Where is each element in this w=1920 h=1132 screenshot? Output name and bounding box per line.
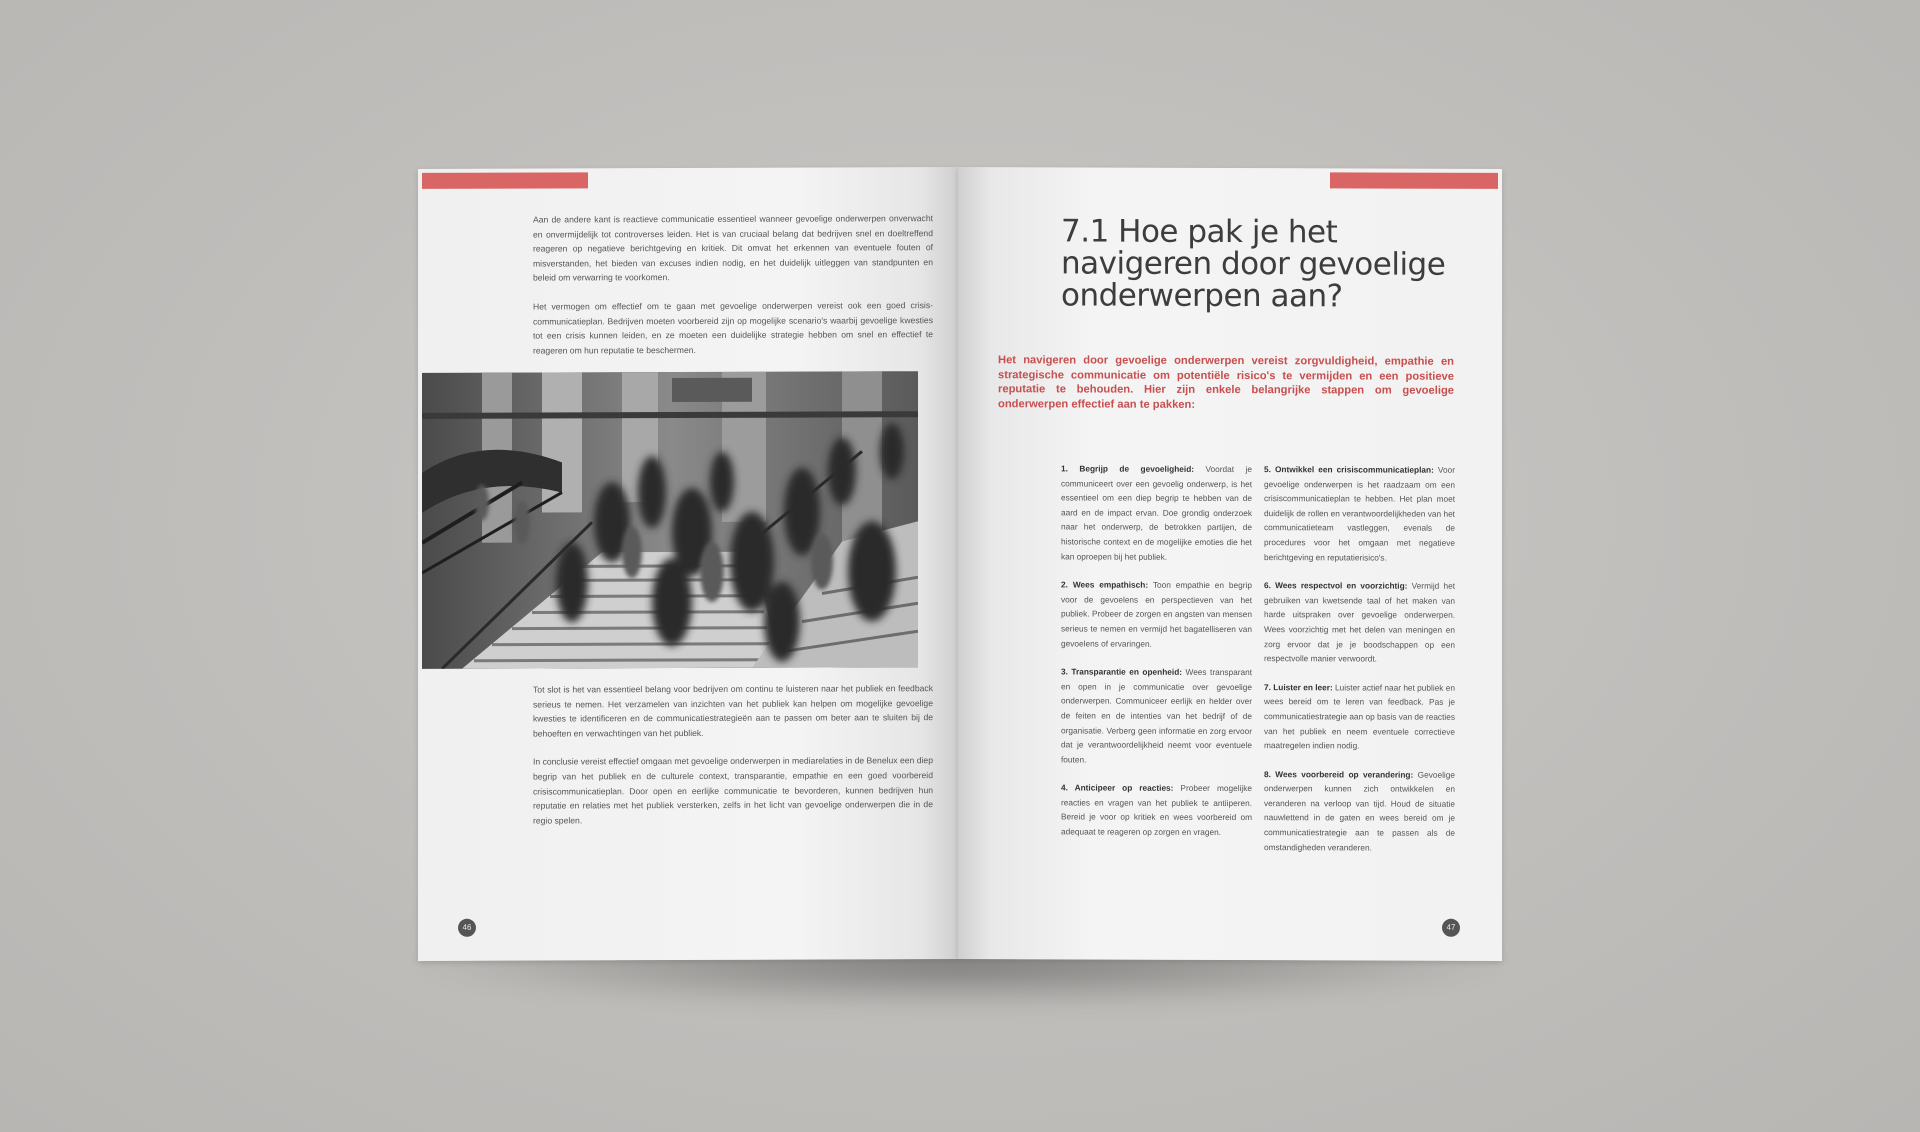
step-text: Probeer mogelijke reacties en vragen van het publiek te antiiperen. Bereid je voor op kritiek en wees voorbereid om adequaat te reageren op zorgen en vragen. <box>1061 783 1252 838</box>
step-text: Voor gevoelige onderwerpen is het raadzaam om een crisiscommunicatieplan te hebben. Het plan moet duidelijk de rollen en verantwoordelijkheden van het communicatieteam vastleggen, evenals de procedures voor het omgaan met negatieve berichtgeving en reputatierisico's. <box>1264 464 1455 563</box>
step-item <box>1264 680 1455 754</box>
step-item <box>1264 767 1455 855</box>
step-heading: 1. Begrijp de gevoeligheid: <box>1061 463 1195 474</box>
step-item <box>1061 665 1252 768</box>
paragraph: Tot slot is het van essentieel belang voor bedrijven om continu te luisteren naar het publiek en feedback serieus te nemen. Het verzamelen van inzichten van het publiek kan helpen om mogelijke gevoelige kwesties te identificeren en de communicatiestrategieën aan te passen om beter aan te sluiten bij de behoeften en verwachtingen van het publiek. <box>533 683 933 739</box>
steps-columns <box>1061 461 1455 869</box>
step-item <box>1061 781 1252 840</box>
intro-text: Het navigeren door gevoelige onderwerpen vereist zorgvuldigheid, empathie en strategische communicatie om potentiële risico's te vermijden en een positieve reputatie te behouden. Hier zijn enkele belangrijke stappen om gevoelige onderwerpen effectief aan te pakken: <box>998 354 1454 411</box>
crowd-stairs-photo <box>422 371 918 669</box>
paragraph: Het vermogen om effectief om te gaan met gevoelige onderwerpen vereist ook een goed crisis-communicatieplan. Bedrijven moeten voorbereid zijn op mogelijke scenario's waarbij gevoelige kwesties tot een crisis kunnen leiden, en ze moeten een duidelijke strategie hebben om snel en effectief te reageren om hun reputatie te beschermen. <box>533 300 933 356</box>
paragraph: In conclusie vereist effectief omgaan met gevoelige onderwerpen in mediarelaties in de Benelux een diep begrip van het publiek en de culturele context, transparantie, empathie en een goed voorbereid crisiscommunicatieplan. Door open en eerlijke communicatie te bevorderen, kunnen bedrijven hun reputatie en relaties met het publiek versterken, zelfs in het licht van gevoelige onderwerpen die in de regio spelen. <box>533 755 933 826</box>
page-number-left: 46 <box>458 919 476 937</box>
left-text-bottom <box>533 681 933 842</box>
section-title: 7.1 Hoe pak je het navigeren door gevoelige onderwerpen aan? <box>1061 213 1446 315</box>
step-heading: 7. Luister en leer: <box>1264 681 1333 693</box>
step-item <box>1061 578 1252 652</box>
left-accent-bar <box>422 172 588 189</box>
left-page <box>418 167 958 961</box>
step-text: Vermijd het gebruiken van kwetsende taal of het maken van harde uitspraken over gevoelige onderwerpen. Wees voorzichtig met het delen van meningen en zorg ervoor dat je je boodschappen op een respectvolle manier verwoordt. <box>1264 580 1456 664</box>
step-item <box>1264 462 1455 565</box>
step-heading: 4. Anticipeer op reacties: <box>1061 782 1174 794</box>
page-number-right: 47 <box>1442 919 1460 937</box>
step-text: Toon empathie en begrip voor de gevoelens en perspectieven van het publiek. Probeer de zorgen en angsten van mensen serieus te nemen en vermijd het bagatelliseren van gevoelens of ervaringen. <box>1061 579 1252 649</box>
step-text: Gevoelige onderwerpen kunnen zich ontwikkelen en veranderen na verloop van tijd. Houd de situatie nauwlettend in de gaten en wees bereid om je communicatiestrategie aan te passen als de omstandigheden veranderen. <box>1264 769 1455 853</box>
step-text: Luister actief naar het publiek en wees bereid om te leren van feedback. Pas je communicatiestrategie aan op basis van de reacties van het publiek en neem eventuele correctieve maatregelen indien nodig. <box>1264 682 1455 751</box>
paragraph: Aan de andere kant is reactieve communicatie essentieel wanneer gevoelige onderwerpen onverwacht en onvermijdelijk tot controverses leiden. Het is van cruciaal belang dat bedrijven snel en doeltreffend reageren op negatieve berichtgeving en kritiek. Dit omvat het erkennen van eventuele fouten of misverstanden, het bieden van excuses indien nodig, en het duidelijk uitleggen van standpunten en beleid om verwarring te voorkomen. <box>533 213 933 283</box>
steps-column-2 <box>1264 462 1455 869</box>
step-heading: 5. Ontwikkel een crisiscommunicatieplan: <box>1264 464 1434 475</box>
step-heading: 2. Wees empathisch: <box>1061 579 1149 590</box>
step-text: Voordat je communiceert over een gevoelig onderwerp, is het essentieel om een diep begrip te hebben van de aard en de impact ervan. Doe grondig onderzoek naar het onderwerp, de betrokken partijen, de historische context en de mogelijke emoties die het kan oproepen bij het publiek. <box>1061 463 1253 562</box>
right-page <box>958 167 1502 961</box>
step-heading: 3. Transparantie en openheid: <box>1061 666 1183 677</box>
step-text: Wees transparant en open in je communicatie over gevoelige onderwerpen. Communiceer eerlijk en helder over de feiten en de intenties van het bedrijf of de organisatie. Verberg geen informatie en zorg ervoor dat je verantwoordelijkheid neemt voor eventuele fouten. <box>1061 666 1252 765</box>
steps-column-1 <box>1061 461 1252 868</box>
left-text-top <box>533 211 933 372</box>
step-item <box>1061 461 1252 564</box>
step-item <box>1264 578 1455 666</box>
step-heading: 6. Wees respectvol en voorzichtig: <box>1264 580 1408 591</box>
right-accent-bar <box>1330 172 1498 189</box>
step-heading: 8. Wees voorbereid op verandering: <box>1264 768 1414 780</box>
